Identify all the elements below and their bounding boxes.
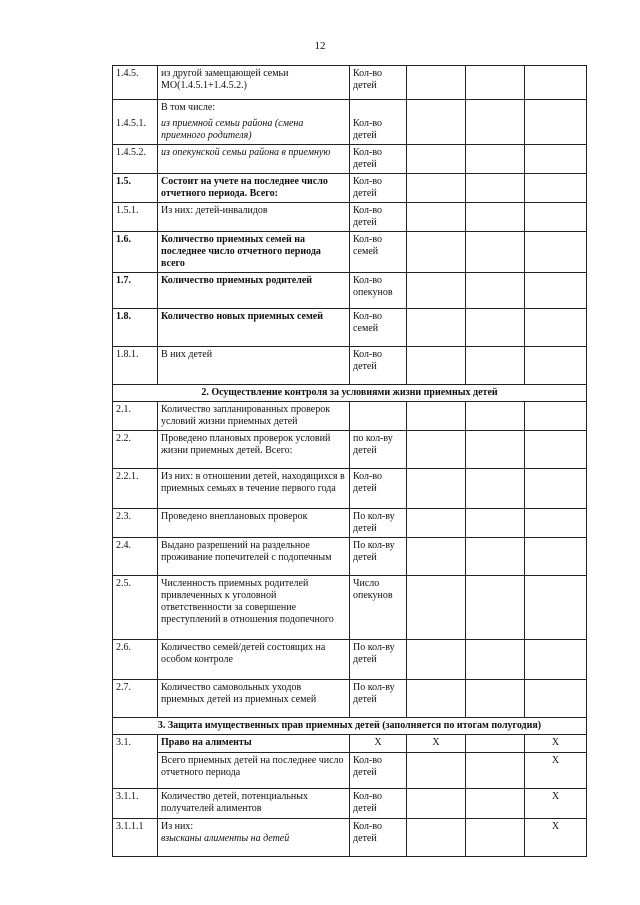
value-cell [525,402,587,431]
section-header-row [113,718,587,735]
table-row [113,680,587,718]
value-cell [525,576,587,640]
row-unit: по кол-ву детей [350,431,407,469]
row-unit: X [350,735,407,753]
row-unit: По кол-ву детей [350,640,407,680]
table-row [113,347,587,385]
row-number: 2.4. [113,538,158,576]
value-cell [407,576,466,640]
row-number: 2.2. [113,431,158,469]
value-cell [466,232,525,273]
table-row [113,735,587,753]
report-table [112,65,587,857]
row-indicator: Количество новых приемных семей [158,309,350,347]
row-number: 1.8.1. [113,347,158,385]
row-unit: По кол-ву детей [350,509,407,538]
row-indicator [158,819,350,857]
row-indicator: Из них: детей-инвалидов [158,203,350,232]
value-cell [466,431,525,469]
table-row [113,753,587,789]
row-unit: Кол-во детей [350,116,407,145]
value-cell [525,232,587,273]
table-row [113,640,587,680]
row-indicator: Количество приемных родителей [158,273,350,309]
table-row [113,431,587,469]
value-cell [466,819,525,857]
table-row [113,174,587,203]
row-indicator: из опекунской семьи района в приемную [158,145,350,174]
row-unit: Кол-во детей [350,789,407,819]
row-indicator: Количество детей, потенциальных получателей алиментов [158,789,350,819]
row-indicator: Проведено плановых проверок условий жизни приемных детей. Всего: [158,431,350,469]
row-unit [350,402,407,431]
value-cell [525,309,587,347]
value-cell [466,538,525,576]
value-cell [407,538,466,576]
row-number: 1.4.5.1. [113,116,158,145]
table-row [113,402,587,431]
row-number: 2.7. [113,680,158,718]
value-cell [525,100,587,117]
value-cell [407,174,466,203]
row-number: 1.4.5.2. [113,145,158,174]
value-cell [407,232,466,273]
row-unit [350,100,407,117]
value-cell [407,431,466,469]
row-number: 1.7. [113,273,158,309]
value-cell: X [525,753,587,789]
row-number: 1.6. [113,232,158,273]
row-number: 3.1. [113,735,158,753]
row-unit: Кол-во детей [350,203,407,232]
row-unit: Кол-во семей [350,232,407,273]
section-header-row [113,385,587,402]
value-cell [466,402,525,431]
value-cell [525,680,587,718]
value-cell [466,640,525,680]
row-number: 2.1. [113,402,158,431]
table-row [113,469,587,509]
row-number: 2.3. [113,509,158,538]
row-indicator: Из них: в отношении детей, находящихся в приемных семьях в течение первого года [158,469,350,509]
table-row [113,309,587,347]
row-unit: Кол-во семей [350,309,407,347]
row-indicator: Всего приемных детей на последнее число отчетного периода [158,753,350,789]
table-row [113,116,587,145]
table-row [113,509,587,538]
value-cell [407,509,466,538]
row-unit: Кол-во опекунов [350,273,407,309]
value-cell [407,116,466,145]
row-indicator: Количество самовольных уходов приемных детей из приемных семей [158,680,350,718]
row-indicator: Выдано разрешений на раздельное проживание попечителей с подопечным [158,538,350,576]
value-cell [407,66,466,100]
value-cell [466,753,525,789]
value-cell [407,273,466,309]
row-indicator: Количество приемных семей на последнее число отчетного периода всего [158,232,350,273]
value-cell [466,469,525,509]
table-row [113,100,587,117]
row-number: 2.6. [113,640,158,680]
value-cell [525,431,587,469]
row-unit: Число опекунов [350,576,407,640]
value-cell [525,640,587,680]
value-cell: X [525,819,587,857]
value-cell [466,347,525,385]
value-cell [466,509,525,538]
row-number: 1.4.5. [113,66,158,100]
row-number: 3.1.1. [113,789,158,819]
row-number: 2.5. [113,576,158,640]
table-row [113,819,587,857]
value-cell [525,66,587,100]
row-indicator: Проведено внеплановых проверок [158,509,350,538]
row-indicator: Право на алименты [158,735,350,753]
row-indicator-sub: взысканы алименты на детей [161,833,290,844]
value-cell [525,203,587,232]
value-cell: X [407,735,466,753]
row-unit: Кол-во детей [350,753,407,789]
value-cell [466,116,525,145]
value-cell [525,469,587,509]
value-cell [525,145,587,174]
table-row [113,66,587,100]
row-indicator: Состоит на учете на последнее число отчетного периода. Всего: [158,174,350,203]
value-cell [466,789,525,819]
value-cell [407,402,466,431]
row-indicator: В них детей [158,347,350,385]
value-cell [466,309,525,347]
value-cell [466,66,525,100]
value-cell [407,640,466,680]
row-number: 3.1.1.1 [113,819,158,857]
row-indicator-lead: Из них: [161,821,194,832]
table-row [113,789,587,819]
value-cell [525,174,587,203]
row-number [113,753,158,789]
value-cell [525,116,587,145]
section-title: 3. Защита имущественных прав приемных детей (заполняется по итогам полугодия) [113,718,587,735]
value-cell [525,538,587,576]
value-cell [407,309,466,347]
section-title: 2. Осуществление контроля за условиями жизни приемных детей [113,385,587,402]
value-cell [525,509,587,538]
row-unit: Кол-во детей [350,174,407,203]
row-indicator: Количество семей/детей состоящих на особом контроле [158,640,350,680]
value-cell [525,273,587,309]
value-cell [466,680,525,718]
value-cell [466,273,525,309]
row-unit: Кол-во детей [350,145,407,174]
page-number: 12 [314,40,326,52]
row-number [113,100,158,117]
row-number: 1.5.1. [113,203,158,232]
table-row [113,273,587,309]
row-indicator: Количество запланированных проверок условий жизни приемных детей [158,402,350,431]
row-indicator: В том числе: [158,100,350,117]
value-cell [407,203,466,232]
value-cell: X [525,789,587,819]
value-cell [407,100,466,117]
table-row [113,145,587,174]
row-unit: По кол-ву детей [350,538,407,576]
row-indicator: из приемной семьи района (смена приемного родителя) [158,116,350,145]
value-cell: X [525,735,587,753]
row-number: 1.8. [113,309,158,347]
value-cell [407,347,466,385]
value-cell [407,680,466,718]
table-row [113,203,587,232]
value-cell [407,753,466,789]
row-indicator: Численность приемных родителей привлеченных к уголовной ответственности за совершение преступлений в отношения подопечного [158,576,350,640]
value-cell [466,203,525,232]
value-cell [466,174,525,203]
value-cell [466,576,525,640]
row-unit: Кол-во детей [350,819,407,857]
table-row [113,576,587,640]
row-unit: Кол-во детей [350,347,407,385]
value-cell [466,145,525,174]
value-cell [466,100,525,117]
value-cell [407,789,466,819]
value-cell [407,819,466,857]
value-cell [407,145,466,174]
row-indicator: из другой замещающей семьи МО(1.4.5.1+1.4.5.2.) [158,66,350,100]
value-cell [466,735,525,753]
row-unit: Кол-во детей [350,66,407,100]
value-cell [525,347,587,385]
table-row [113,232,587,273]
row-number: 1.5. [113,174,158,203]
row-number: 2.2.1. [113,469,158,509]
row-unit: Кол-во детей [350,469,407,509]
row-unit: По кол-ву детей [350,680,407,718]
value-cell [407,469,466,509]
table-row [113,538,587,576]
